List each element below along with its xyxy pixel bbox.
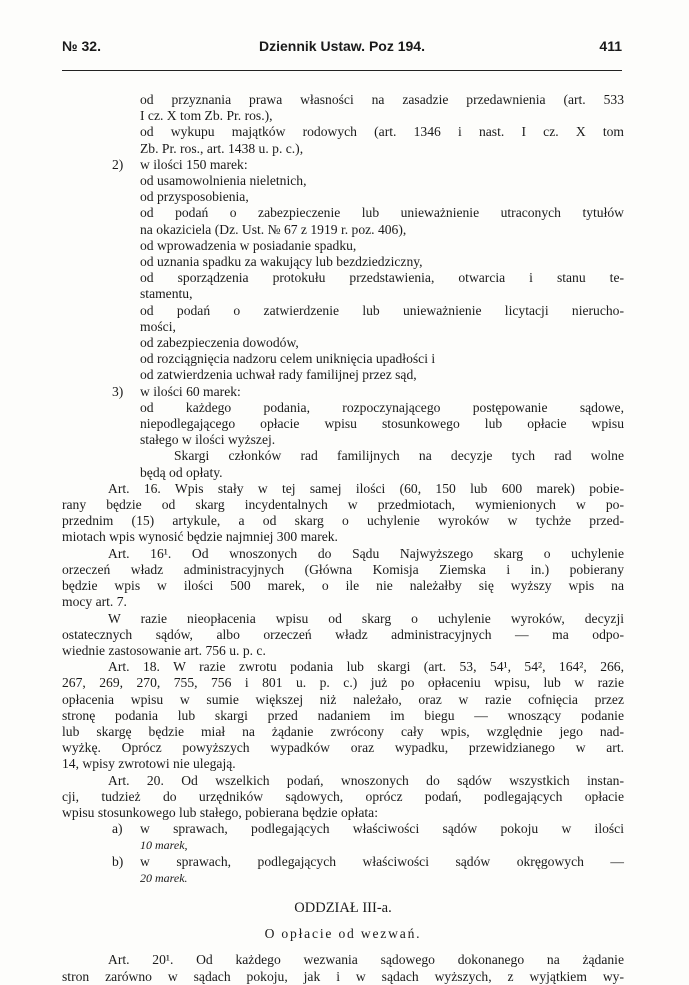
- page-number: 411: [599, 38, 622, 54]
- text-line: cji, tudzież do urzędników sądowych, oprócz podań, podlegających opłacie: [62, 788, 624, 804]
- journal-title: Dziennik Ustaw. Poz 194.: [259, 38, 425, 54]
- text-line: od sporządzenia protokułu przedstawienia, otwarcia i stanu te-: [140, 270, 624, 286]
- text-line: miotach wpis wynosić będzie najmniej 300 marek.: [62, 529, 338, 545]
- text-line: I cz. X tom Zb. Pr. ros.),: [140, 108, 273, 124]
- text-line: od rozciągnięcia nadzoru celem uniknięcia upadłości i: [140, 351, 436, 367]
- text-line: Art. 20. Od wszelkich podań, wnoszonych do sądów wszystkich instan-: [108, 772, 624, 788]
- text-line: stron zarówno w sądach pokoju, jak i w sądach wyższych, z wyjątkiem wy-: [62, 968, 624, 984]
- text-line: od wykupu majątków rodowych (art. 1346 i nast. I cz. X tom: [140, 124, 624, 140]
- text-line: wiednie zastosowanie art. 756 u. p. c.: [62, 642, 266, 658]
- section-subtitle: O opłacie od wezwań.: [264, 926, 422, 942]
- text-line: od usamowolnienia nieletnich,: [140, 173, 307, 189]
- text-line: na okaziciela (Dz. Ust. № 67 z 1919 r. poz. 406),: [140, 221, 407, 237]
- text-line: 14, wpisy zwrotowi nie ulegają.: [62, 756, 236, 772]
- text-line: Skargi członków rad familijnych na decyzje tych rad wolne: [174, 448, 624, 464]
- list-item-a: [62, 821, 624, 837]
- text-line: lub skargę będzie miał na żądanie zwrócony cały wpis, względnie jego nad-: [62, 723, 624, 739]
- text-line: wyżkę. Oprócz powyższych wypadków oraz wypadku, przewidzianego w art.: [62, 740, 624, 756]
- text-line: w sprawach, podlegających właściwości sądów pokoju w ilości: [140, 821, 624, 837]
- text-line: Art. 20¹. Od każdego wezwania sądowego dokonanego na żądanie: [108, 952, 624, 968]
- header-rule: [62, 70, 622, 71]
- text-line: w ilości 60 marek:: [140, 383, 241, 399]
- text-line: stronę podania lub skargi przed nadaniem im biegu — wnoszący podanie: [62, 707, 624, 723]
- text-line: opłacenia wpisu w sumie większej niż należało, oraz w razie cofnięcia przez: [62, 691, 624, 707]
- text-line: mości,: [140, 318, 176, 334]
- text-line: Art. 18. W razie zwrotu podania lub skargi (art. 53, 54¹, 54², 164², 266,: [108, 659, 624, 675]
- text-line: w sprawach, podlegających właściwości sądów okręgowych —: [140, 853, 624, 869]
- list-item-2: [62, 157, 624, 173]
- text-line: w ilości 150 marek:: [140, 156, 248, 172]
- list-item-b: [62, 854, 624, 870]
- section-heading: ODDZIAŁ III-a.: [294, 899, 392, 916]
- text-line: W razie nieopłacenia wpisu od skarg o uchylenie wyroków, decyzji: [108, 610, 624, 626]
- text-line: od podań o zatwierdzenie lub unieważnienie licytacji nierucho-: [140, 302, 624, 318]
- list-item-3: [62, 384, 624, 400]
- text-line: 10 marek,: [140, 838, 188, 853]
- text-line: orzeczeń władz administracyjnych (Główna Komisja Ziemska i in.) pobierany: [62, 561, 624, 577]
- list-marker: b): [112, 853, 124, 869]
- issue-number: № 32.: [62, 38, 101, 54]
- text-line: 20 marek.: [140, 870, 188, 885]
- text-line: Zb. Pr. ros., art. 1438 u. p. c.),: [140, 140, 304, 156]
- text-line: będą od opłaty.: [140, 464, 223, 480]
- document-body: [62, 92, 624, 985]
- list-marker: a): [112, 821, 123, 837]
- text-line: od zatwierdzenia uchwał rady familijnej przez sąd,: [140, 367, 417, 383]
- text-line: od każdego podania, rozpoczynającego postępowanie sądowe,: [140, 399, 624, 415]
- text-line: od podań o zabezpieczenie lub unieważnienie utraconych tytułów: [140, 205, 624, 221]
- page-header: [62, 34, 622, 56]
- text-line: przednim (15) artykule, a od skarg o uchylenie wyroków w tychże przed-: [62, 513, 624, 529]
- text-line: będzie wpis w ilości 500 marek, o ile nie należałby się wyższy wpis na: [62, 578, 624, 594]
- text-line: od wprowadzenia w posiadanie spadku,: [140, 237, 357, 253]
- text-line: mocy art. 7.: [62, 594, 127, 610]
- text-line: od uznania spadku za wakujący lub bezdziedziczny,: [140, 254, 423, 270]
- text-line: od przyznania prawa własności na zasadzie przedawnienia (art. 533: [140, 92, 624, 107]
- text-line: Art. 16¹. Od wnoszonych do Sądu Najwyższego skarg o uchylenie: [108, 545, 624, 561]
- text-line: stałego w ilości wyższej.: [140, 432, 276, 448]
- text-line: stamentu,: [140, 286, 193, 302]
- text-line: od przysposobienia,: [140, 189, 249, 205]
- text-line: Art. 16. Wpis stały w tej samej ilości (60, 150 lub 600 marek) pobie-: [108, 480, 624, 496]
- text-line: wpisu stosunkowego lub stałego, pobierana będzie opłata:: [62, 804, 378, 820]
- list-marker: 3): [112, 383, 124, 399]
- text-line: niepodlegającego opłacie wpisu stosunkowego lub opłacie wpisu: [140, 416, 624, 432]
- text-line: 267, 269, 270, 755, 756 i 801 u. p. c.) już po opłaceniu wpisu, lub w razie: [62, 675, 624, 691]
- list-marker: 2): [112, 156, 124, 172]
- text-line: od zabezpieczenia dowodów,: [140, 335, 299, 351]
- text-line: rany będzie od skarg incydentalnych w przedmiotach, wymienionych w po-: [62, 497, 624, 513]
- text-line: ostatecznych sądów, albo orzeczeń władz administracyjnych — ma odpo-: [62, 626, 624, 642]
